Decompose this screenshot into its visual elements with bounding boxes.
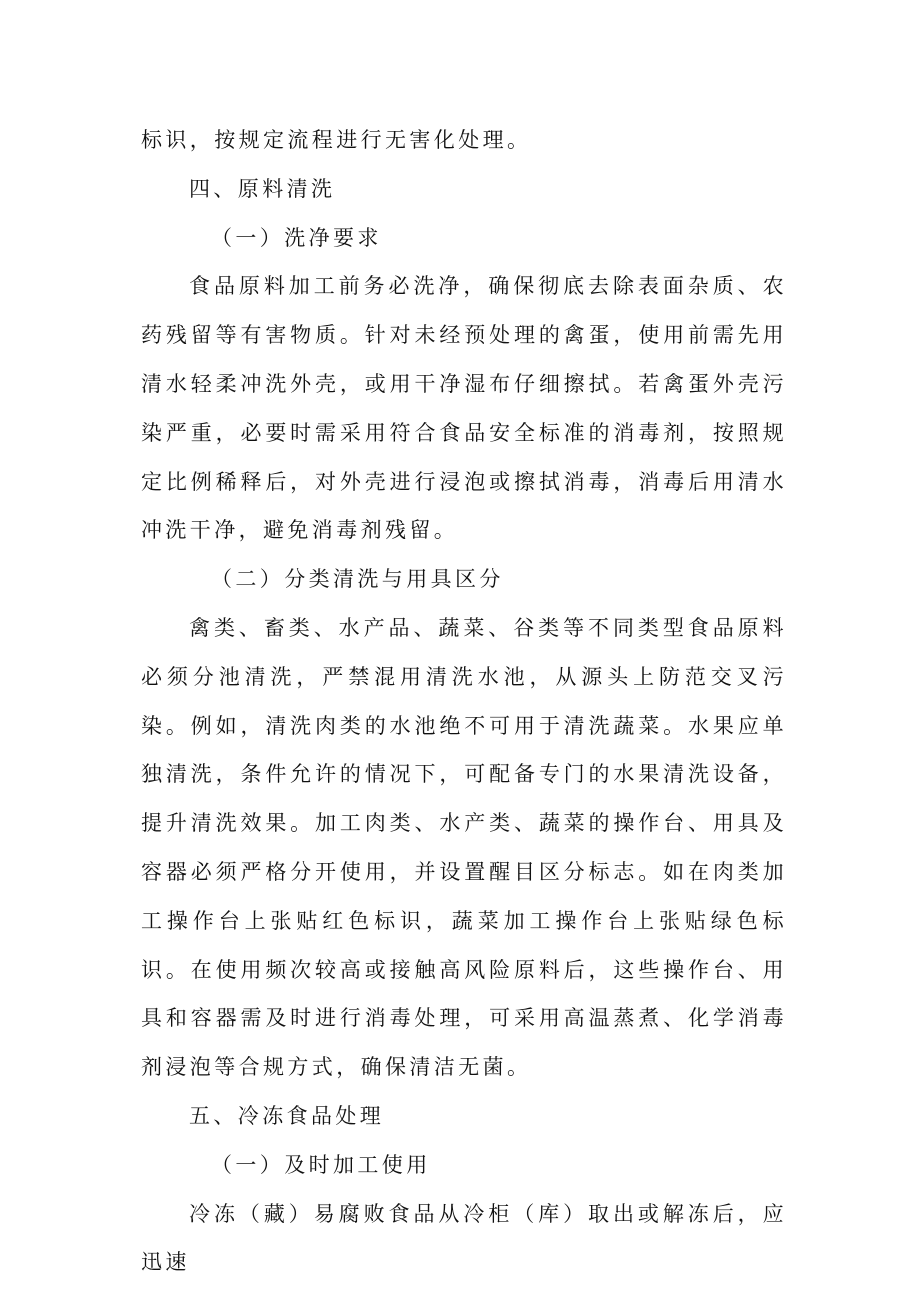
subsection-heading-4-1: （一）洗净要求: [211, 225, 382, 250]
section-heading-5: 五、冷冻食品处理: [189, 1103, 385, 1128]
paragraph-separate-washing: 禽类、畜类、水产品、蔬菜、谷类等不同类型食品原料必须分池清洗，严禁混用清洗水池，从源头上防范交叉污染。例如，清洗肉类的水池绝不可用于清洗蔬菜。水果应单独清洗，条件允许的情况下，可配备专门的水果清洗设备，提升清洗效果。加工肉类、水产类、蔬菜的操作台、用具及容器必须严格分开使用，并设置醒目区分标志。如在肉类加工操作台上张贴红色标识，蔬菜加工操作台上张贴绿色标识。在使用频次较高或接触高风险原料后，这些操作台、用具和容器需及时进行消毒处理，可采用高温蒸煮、化学消毒剂浸泡等合规方式，确保清洁无菌。: [141, 615, 787, 1080]
continuation-text: 标识，按规定流程进行无害化处理。: [141, 128, 532, 152]
subsection-heading-4-2: （二）分类清洗与用具区分: [211, 567, 504, 592]
paragraph-washing-requirements: 食品原料加工前务必洗净，确保彻底去除表面杂质、农药残留等有害物质。针对未经预处理的禽蛋，使用前需先用清水轻柔冲洗外壳，或用干净湿布仔细擦拭。若禽蛋外壳污染严重，必要时需采用符合食品安全标准的消毒剂，按照规定比例稀释后，对外壳进行浸泡或擦拭消毒，消毒后用清水冲洗干净，避免消毒剂残留。: [141, 274, 787, 543]
body-text: [141, 116, 787, 1287]
subsection-heading-5-1: （一）及时加工使用: [211, 1152, 431, 1177]
section-heading-4: 四、原料清洗: [189, 176, 336, 201]
paragraph-frozen-food: 冷冻（藏）易腐败食品从冷柜（库）取出或解冻后，应迅速: [141, 1201, 787, 1275]
